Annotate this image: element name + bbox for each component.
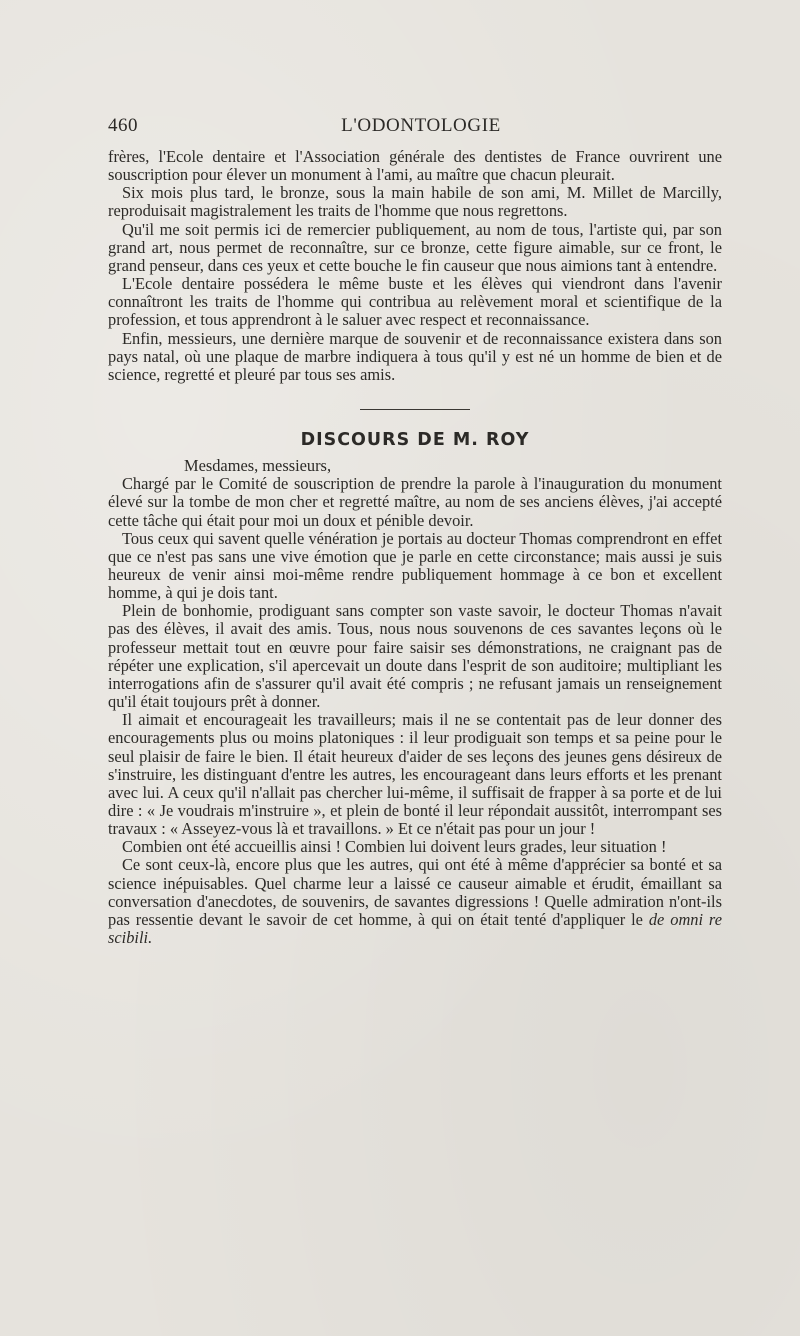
paragraph: Combien ont été accueillis ainsi ! Combien lui doivent leurs grades, leur situation !: [122, 837, 667, 857]
page-number: 460: [108, 115, 138, 136]
section-heading: DISCOURS DE M. ROY: [300, 430, 530, 451]
paragraph: Qu'il me soit permis ici de remercier publiquement, au nom de tous, l'artiste qui, par son grand art, nous permet de reconnaître, sur ce bronze, cette figure aimable, sur ce front, le grand penseur, dans ces yeux et cette bouche le fin causeur que nous aimions tant à entendre.: [108, 219, 722, 275]
paragraph: Chargé par le Comité de souscription de prendre la parole à l'inauguration du monument élevé sur la tombe de mon cher et regretté maître, au nom de ses anciens élèves, j'ai accepté cette tâche qui était pour moi un doux et pénible devoir.: [108, 474, 722, 530]
paragraph: [108, 856, 722, 947]
previous-speech-continuation: [108, 148, 722, 384]
paragraph: frères, l'Ecole dentaire et l'Association générale des dentistes de France ouvrirent une souscription pour élever un monument à l'ami, au maître que chacun pleurait.: [108, 147, 722, 185]
paragraph: Plein de bonhomie, prodiguant sans compter son vaste savoir, le docteur Thomas n'avait pas des élèves, il avait des amis. Tous, nous nous souvenons de ces savantes leçons où le professeur mettait tout en œuvre pour faire saisir ses démonstrations, ne craignant pas de répéter une explication, s'il apercevait un doute dans l'esprit de son auditoire; multipliant les interrogations afin de s'assurer qu'il avait été compris ; ne refusant jamais un renseignement qu'il était toujours prêt à donner.: [108, 601, 722, 712]
page-content: [108, 115, 722, 947]
paragraph: Six mois plus tard, le bronze, sous la main habile de son ami, M. Millet de Marcilly, reproduisait magistralement les traits de l'homme que nous regrettons.: [108, 183, 722, 221]
salutation: Mesdames, messieurs,: [184, 456, 332, 476]
paragraph: L'Ecole dentaire possédera le même buste et les élèves qui viendront dans l'avenir connaîtront les traits de l'homme qui contribua au relèvement moral et scientifique de la profession, et tous apprendront à le saluer avec respect et reconnaissance.: [108, 274, 722, 330]
latin-phrase: de omni re scibili.: [108, 909, 722, 948]
paragraph: Il aimait et encourageait les travailleurs; mais il ne se contentait pas de leur donner des encouragements plus ou moins platoniques : il leur prodiguait son temps et sa peine pour le seul plaisir de faire le bien. Il était heureux d'aider de ses leçons des jeunes gens désireux de s'instruire, les distinguant d'entre les autres, les encourageant dans leurs efforts et les prenant avec lui. A ceux qu'il n'allait pas chercher lui-même, il suffisait de frapper à sa porte et de lui dire : « Je voudrais m'instruire », et plein de bonté il leur répondait aussitôt, interrompant ses travaux : « Asseyez-vous là et travaillons. » Et ce n'était pas pour un jour !: [108, 710, 722, 839]
paragraph-text: Ce sont ceux-là, encore plus que les autres, qui ont été à même d'apprécier sa bonté et sa science inépuisables. Quel charme leur a laissé ce causeur aimable et érudit, émaillant sa conversation d'anecdotes, de souvenirs, de savantes digressions ! Quelle admiration n'ont-ils pas ressentie devant le savoir de cet homme, à qui on était tenté d'appliquer le: [108, 855, 722, 929]
speech-body: [108, 475, 722, 947]
paragraph: Tous ceux qui savent quelle vénération je portais au docteur Thomas comprendront en effet que ce n'est pas sans une vive émotion que je parle en cette circonstance; mais aussi je suis heureux de venir ainsi moi-même rendre publiquement hommage à ce bon et excellent homme, à qui je dois tant.: [108, 528, 722, 603]
paragraph: Enfin, messieurs, une dernière marque de souvenir et de reconnaissance existera dans son pays natal, où une plaque de marbre indiquera à tous qu'il y est né un homme de bien et de science, regretté et pleuré par tous ses amis.: [108, 328, 722, 384]
journal-title: L'ODONTOLOGIE: [341, 115, 501, 136]
running-head: [108, 115, 722, 143]
section-divider: [360, 409, 470, 410]
